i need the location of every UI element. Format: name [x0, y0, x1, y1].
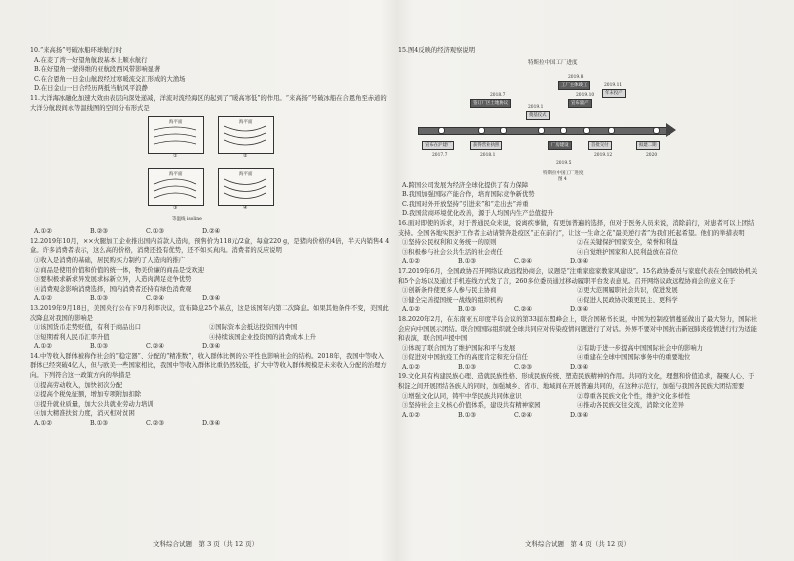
q12-answer-c: C.②④ — [146, 295, 164, 303]
q18-answer-d: D.③④ — [570, 363, 589, 371]
q16-answer-c: C.②④ — [514, 258, 532, 266]
q13-answer-a: A.①② — [34, 343, 52, 351]
q14-answer-d: D.③④ — [202, 420, 221, 428]
q19-items — [402, 392, 758, 411]
q12-stem: 12.2019年10月，××火腿加工企业推出国内首款人造肉，预售价为118元/2盒，每盒220 g，是猪肉价格的4倍，半天内销售4 4盒。许多消费者表示，这么高的价格，消费还投有优势，还不如买真肉。消费者的反应说明 — [30, 237, 390, 255]
q19-answer-a: A.①② — [402, 411, 420, 419]
event-label: 拟建二期 — [636, 141, 660, 151]
q18-stem: 18.2020年2月，在东南亚五印度半岛会议的第33届东盟峰会上，联合国秘书长说，中国为控制疫情蔓延做出了最大努力，国际社会应向中国展示团结。联合国国际组织就全球共同应对传染疫情问题进行了对话。外界不要对中国抗击新冠肺炎疫情进行行为适能和表演，联合国声援中国 — [398, 315, 758, 343]
panel-number: ② — [243, 152, 248, 159]
q15-option-b: B.我国加强国际产能合作，培育国际竞争新优势 — [402, 191, 535, 199]
q17-answer-d: D.③④ — [570, 306, 589, 314]
q14-answer-a: A.①② — [34, 420, 52, 428]
timeline-node — [583, 127, 590, 134]
q17-item-4: ④促进人民政协决策更民主、更科学 — [577, 296, 678, 304]
event-date: 2018.1 — [480, 152, 496, 158]
q10-option-a: A.在麦了湾一好望角航段基本上顺水航行 — [34, 56, 148, 64]
q13-answers — [34, 342, 390, 352]
timeline-node — [560, 127, 567, 134]
timeline-node — [500, 127, 507, 134]
q16-item-4: ④自觉维护国家和人民利益放在首位 — [577, 248, 678, 256]
q19-item-3: ③坚持社会主义核心价值体系，建设共有精神家园 — [402, 402, 541, 410]
q13-answer-c: C.②④ — [146, 343, 164, 351]
q12-item-3: ③要积极求新求异发展求标新立异，人造肉满足竞争优势 — [34, 276, 192, 284]
event-date: 2019.12 — [594, 152, 613, 158]
diagram-panel-4 — [218, 168, 274, 211]
diagram-panel-3 — [148, 168, 204, 211]
q15-option-c: C.我国对外开放坚持“引进来”和“走出去”并重 — [402, 200, 529, 208]
q18-answer-a: A.①② — [402, 363, 420, 371]
q12-answers — [34, 294, 390, 304]
q16-answer-b: B.①③ — [458, 258, 476, 266]
event-date: 2019.5 — [556, 160, 572, 166]
q17-answer-b: B.①③ — [458, 306, 476, 314]
q10-option-b: B.在好望角一蒙得维的亚航段西风带影响显著 — [34, 66, 161, 74]
event-label: 获得营业执照 — [470, 141, 502, 151]
q14-answer-b: B.①③ — [90, 420, 108, 428]
diagram-panel-1 — [148, 116, 204, 159]
q11-answer-a: A.①② — [34, 228, 52, 236]
isoline-curves-icon — [152, 122, 200, 152]
event-date: 2019.1 — [528, 104, 544, 110]
event-label: 签订厂区土地协议 — [470, 99, 511, 109]
q18-answers — [402, 363, 758, 373]
timeline-title: 特斯拉中国工厂进度 — [528, 59, 578, 66]
q10-option-d: D.在日金山一日合经历两抵当航风平浪静 — [34, 85, 148, 93]
q14-answer-c: C.②③ — [146, 420, 164, 428]
q13-item-2: ②国际资本会抵达投资国内中国 — [209, 324, 298, 332]
sea-level-label: 海平面 — [169, 120, 183, 126]
q16-answer-d: D.③④ — [570, 258, 589, 266]
q16-answer-a: A.①② — [402, 258, 420, 266]
event-label: 宣布在沪建厂 — [422, 141, 454, 151]
q11-answer-b: B.②③ — [90, 228, 108, 236]
q18-answer-c: C.②③ — [514, 363, 532, 371]
page-footer-left: 文科综合试题 第 3 页（共 12 页） — [153, 540, 259, 548]
page-footer-right: 文科综合试题 第 4 页（共 12 页） — [525, 540, 631, 548]
sea-level-label: 海平面 — [169, 172, 183, 178]
event-date: 2018.7 — [490, 92, 506, 98]
q12-item-1: ①收入是消费的基础，居民购买力制约了人造肉的推广 — [34, 256, 186, 264]
q18-item-1: ①体现了联合国为了维护国际和平与发展 — [402, 344, 516, 352]
q16-item-1: ①坚持公民权利和义务统一的原则 — [402, 239, 497, 247]
q12-answer-d: D.③④ — [202, 295, 221, 303]
q18-item-2: ②有助于进一步提高中国国际社会中的影响力 — [577, 344, 703, 352]
q14-item-4: ④加大精准扶贫力度，消灭相对贫困 — [34, 410, 135, 418]
q19-stem: 19.文化具有构建民族心理、造就民族性格、形成民族传统、塑造民族精神的作用。共同的文化，理想和价值追求，凝聚人心、于积淀之间开展团结各族人的同时，加强城乡、省市、地域间在开展普遍共同的，在这种示范行，加强与我国各民族大团结需要 — [398, 373, 755, 391]
event-date: 2019.8 — [568, 74, 584, 80]
q13-answer-b: B.①③ — [90, 343, 108, 351]
q17-item-1: ①创新条件使更多人参与民主协商 — [402, 287, 497, 295]
timeline-node — [538, 127, 545, 134]
event-date: 2019.11 — [604, 82, 623, 88]
q11-answer-c: C.①③ — [146, 228, 164, 236]
q14-item-1: ①提高劳动收入，加快初次分配 — [34, 381, 123, 389]
q17-items — [402, 286, 758, 305]
q15-option-d: D.我国营商环境优化改善，源于人均国内生产总值提升 — [402, 210, 554, 218]
q13-item-4: ④持续该国企业投资国的消费成本上升 — [209, 333, 317, 341]
sea-level-label: 海平面 — [239, 120, 253, 126]
q14-item-3: ③提升就业质量，加大公共就业劳动力培训 — [34, 400, 154, 408]
q17-item-3: ③健全完善提国统一战线的组织机构 — [402, 296, 503, 304]
q13-item-1: ①该国货币走势贬值，有利于商品出口 — [34, 324, 142, 332]
event-label: 厂房建设 — [548, 141, 572, 151]
q19-answer-c: C.②④ — [514, 411, 532, 419]
q13-stem: 13.2019年9月18日，美国央行公布下9月利率决议，宣布降息25个基点，这是该国年内第二次降息。如果其他条件不变，美国此次降息对我国的影响是 — [30, 304, 389, 322]
q11-stem: 11.大洋海冰融化加速大效由表层向深处递减，洋流对流经海区的起到了“暖高寒低”的作用。“来高扬”号破冰船在合恩角至赤道的大洋分航段间永等温线图的空间分布形式是 — [30, 94, 387, 112]
isoline-curves-icon — [222, 174, 270, 204]
q14-answers — [34, 419, 390, 429]
figure-number: 图 4 — [558, 176, 567, 182]
panel-number: ① — [173, 152, 178, 159]
q13-answer-d: D.③④ — [202, 343, 221, 351]
timeline-node — [608, 127, 615, 134]
q10-option-c: C.在合恩角一日金山航段经过寒暖流交汇形成的大渔场 — [34, 75, 186, 83]
ocean-current-diagram — [148, 116, 280, 224]
diagram-panel-2 — [218, 116, 274, 159]
right-column — [398, 46, 758, 420]
q16-item-2: ②在关键保护国家安全，荣誉和利益 — [577, 239, 678, 247]
figure-caption: 特斯拉中国工厂进度 — [543, 170, 584, 176]
event-date: 2019.10 — [576, 92, 595, 98]
q12-answer-a: A.①② — [34, 295, 52, 303]
isoline-curves-icon — [152, 174, 200, 204]
q13-item-3: ③短期看利人民币汇率升值 — [34, 333, 110, 341]
event-label: 首批交付 — [588, 141, 612, 151]
q10-stem: 10.“来高扬”号破冰船环球航行时 — [30, 47, 123, 54]
event-label: 年末投产 — [602, 89, 626, 99]
timeline-node — [478, 127, 485, 134]
q13-items — [34, 323, 390, 342]
q11-answers — [34, 227, 390, 237]
q14-item-2: ②提高个税免征额，增加专项附加扣除 — [34, 391, 142, 399]
tesla-timeline-figure — [408, 59, 728, 181]
event-date: 2020 — [646, 152, 658, 158]
timeline-node — [438, 127, 445, 134]
q18-items — [402, 344, 758, 363]
q12-item-4: ④消费观念影响消费选择，国内消费者还持有绿色消费观 — [34, 285, 192, 293]
q16-answers — [402, 257, 758, 267]
q16-stem: 16.面对即使的诉求，对于普通民众来说，说离疾事做，有更加普遍的选择，但对于医务人员来说，消除前行，对患者可以上团结支持。全国各地实医护工作者主动请赞奔赴疫区“正在前行”，让这一生命之花“最美逆行者”为我们托起希望。他们的举措表明 — [398, 219, 755, 237]
event-date: 2017.7 — [432, 152, 448, 158]
q19-answer-b: B.①③ — [458, 411, 476, 419]
q17-answer-c: C.②④ — [514, 306, 532, 314]
panel-number: ④ — [243, 204, 248, 211]
q12-answer-b: B.①③ — [90, 295, 108, 303]
q17-answers — [402, 305, 758, 315]
sea-level-label: 海平面 — [239, 172, 253, 178]
q11-answer-d: D.②④ — [202, 228, 221, 236]
q17-stem: 17.2019年6月，全国政协召开网络议政远程协商会，议题是“注重家庭家教家风建设”。15名政协委员与家庭代表在全国政协机关和5个会场以及通过手机连线方式发了言，260多位委员通过移动履职平台发表意见。召开网络议政远程协商会的意义在于 — [398, 267, 758, 285]
q18-answer-b: B.①③ — [458, 363, 476, 371]
timeline-arrow-icon — [666, 123, 676, 137]
q16-items — [402, 238, 758, 257]
q18-item-3: ③促进对中国抗疫工作的高度肯定和充分信任 — [402, 354, 528, 362]
q17-item-2: ②更大范围履职社会共识，促进发展 — [577, 287, 678, 295]
q19-item-2: ②尊重各民族文化个性，维护文化多样性 — [577, 392, 691, 400]
q18-item-4: ④重建在全球中国国际事务中的重要地位 — [577, 354, 691, 362]
event-label: 奠基仪式 — [526, 111, 550, 121]
q19-answer-d: D.③④ — [570, 411, 589, 419]
q16-item-3: ③积极参与社会公共生活的社会责任 — [402, 248, 503, 256]
q19-item-1: ①增强文化认同，铸牢中华民族共同体意识 — [402, 392, 522, 400]
q19-answers — [402, 411, 758, 421]
timeline-node — [653, 127, 660, 134]
isoline-curves-icon — [222, 122, 270, 152]
event-label: 工厂主体竣工 — [558, 81, 590, 91]
panel-number: ③ — [173, 204, 178, 211]
event-label: 宣布量产 — [568, 99, 592, 109]
q17-answer-a: A.①② — [402, 306, 420, 314]
q14-stem: 14.中等收入群体被称作社会的“稳定器”、分配的“精准数”，收入群体比例的公平性也影响社会的结构。2018年，我国中等收入群体已经突破4亿人，但与欧美一些国家相比，我国中等收入群体比重仍然较低，扩大中等收入群体规模是未来收入分配的治理方向。下列符合这一政策方向的举措是 — [30, 352, 387, 380]
q12-item-2: ②商品是使用价值和价值的统一体，物美价廉的商品是受欢迎 — [34, 266, 205, 274]
q19-item-4: ④推动各民族交往交流，消除文化差异 — [577, 402, 685, 410]
q15-stem: 15.图4反映的经济观察说明 — [398, 47, 475, 54]
isoline-legend: 等温线 isoline — [172, 216, 202, 222]
q15-option-a: A.跨国公司发展为经济全球化提供了有力保障 — [402, 181, 529, 189]
left-column — [30, 46, 390, 429]
